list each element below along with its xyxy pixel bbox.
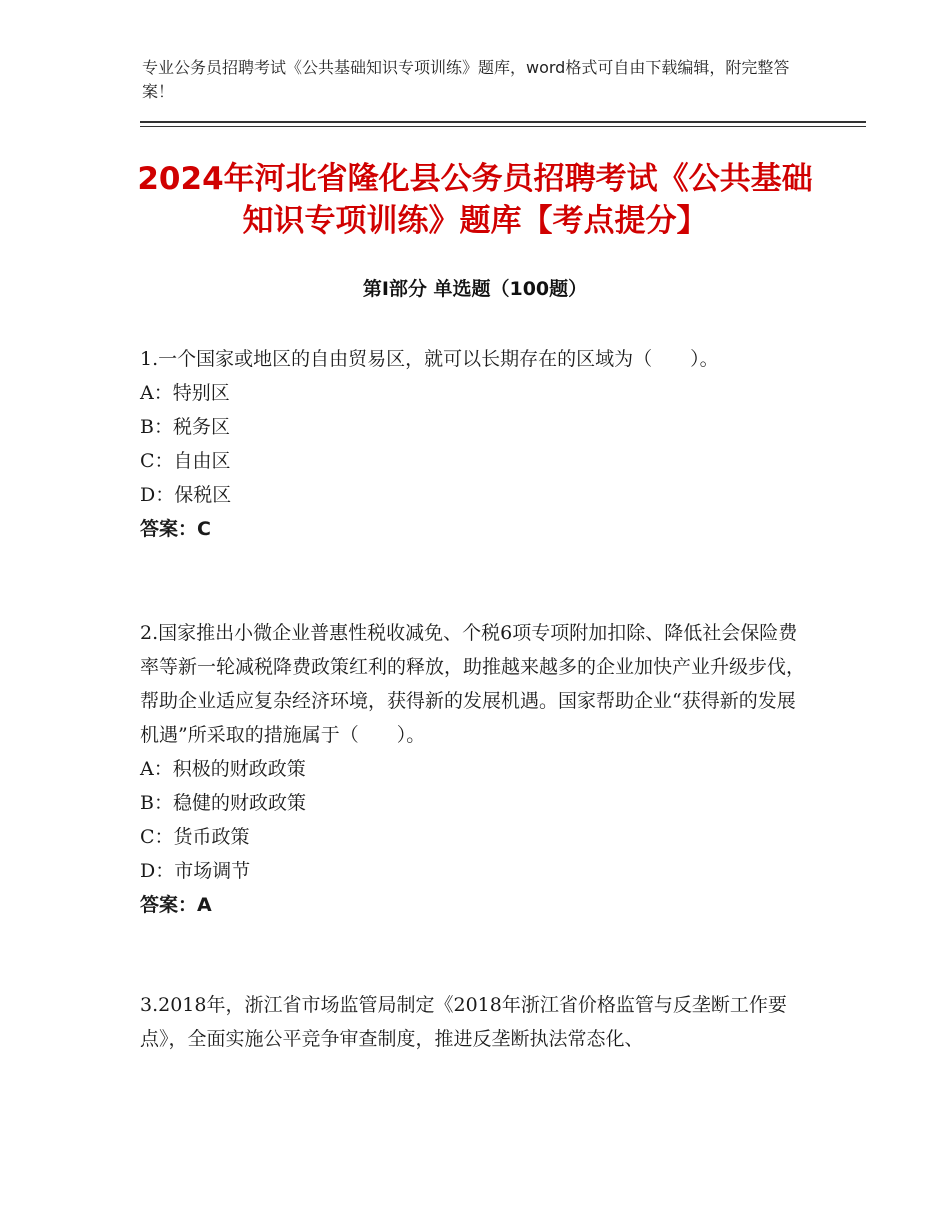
document-title: 2024年河北省隆化县公务员招聘考试《公共基础知识专项训练》题库【考点提分】 bbox=[137, 161, 813, 239]
header-note: 专业公务员招聘考试《公共基础知识专项训练》题库，word格式可自由下载编辑，附完整答案！ bbox=[142, 58, 790, 101]
option-a: A：特别区 bbox=[140, 382, 230, 404]
option-d: D：市场调节 bbox=[140, 860, 251, 882]
question-1 bbox=[140, 342, 805, 546]
option-b: B：税务区 bbox=[140, 416, 230, 438]
option-d: D：保税区 bbox=[140, 484, 232, 506]
header-rule-thin bbox=[140, 126, 866, 127]
answer: 答案：A bbox=[140, 894, 212, 916]
question-stem: 1.一个国家或地区的自由贸易区，就可以长期存在的区域为（ ）。 bbox=[140, 348, 719, 370]
option-b: B：稳健的财政政策 bbox=[140, 792, 306, 814]
answer: 答案：C bbox=[140, 518, 211, 540]
option-a: A：积极的财政政策 bbox=[140, 758, 306, 780]
question-stem: 2.国家推出小微企业普惠性税收减免、个税6项专项附加扣除、降低社会保险费率等新一轮减税降费政策红利的释放，助推越来越多的企业加快产业升级步伐，帮助企业适应复杂经济环境，获得新的发展机遇。国家帮助企业“获得新的发展机遇”所采取的措施属于（ ）。 bbox=[140, 622, 806, 746]
option-c: C：货币政策 bbox=[140, 826, 250, 848]
section-title: 第I部分 单选题（100题） bbox=[362, 278, 588, 300]
question-stem: 3.2018年，浙江省市场监管局制定《2018年浙江省价格监管与反垄断工作要点》，全面实施公平竞争审查制度，推进反垄断执法常态化、 bbox=[140, 994, 787, 1050]
option-c: C：自由区 bbox=[140, 450, 231, 472]
header-rule-thick bbox=[140, 121, 866, 123]
question-3 bbox=[140, 988, 805, 1056]
question-2 bbox=[140, 616, 805, 922]
